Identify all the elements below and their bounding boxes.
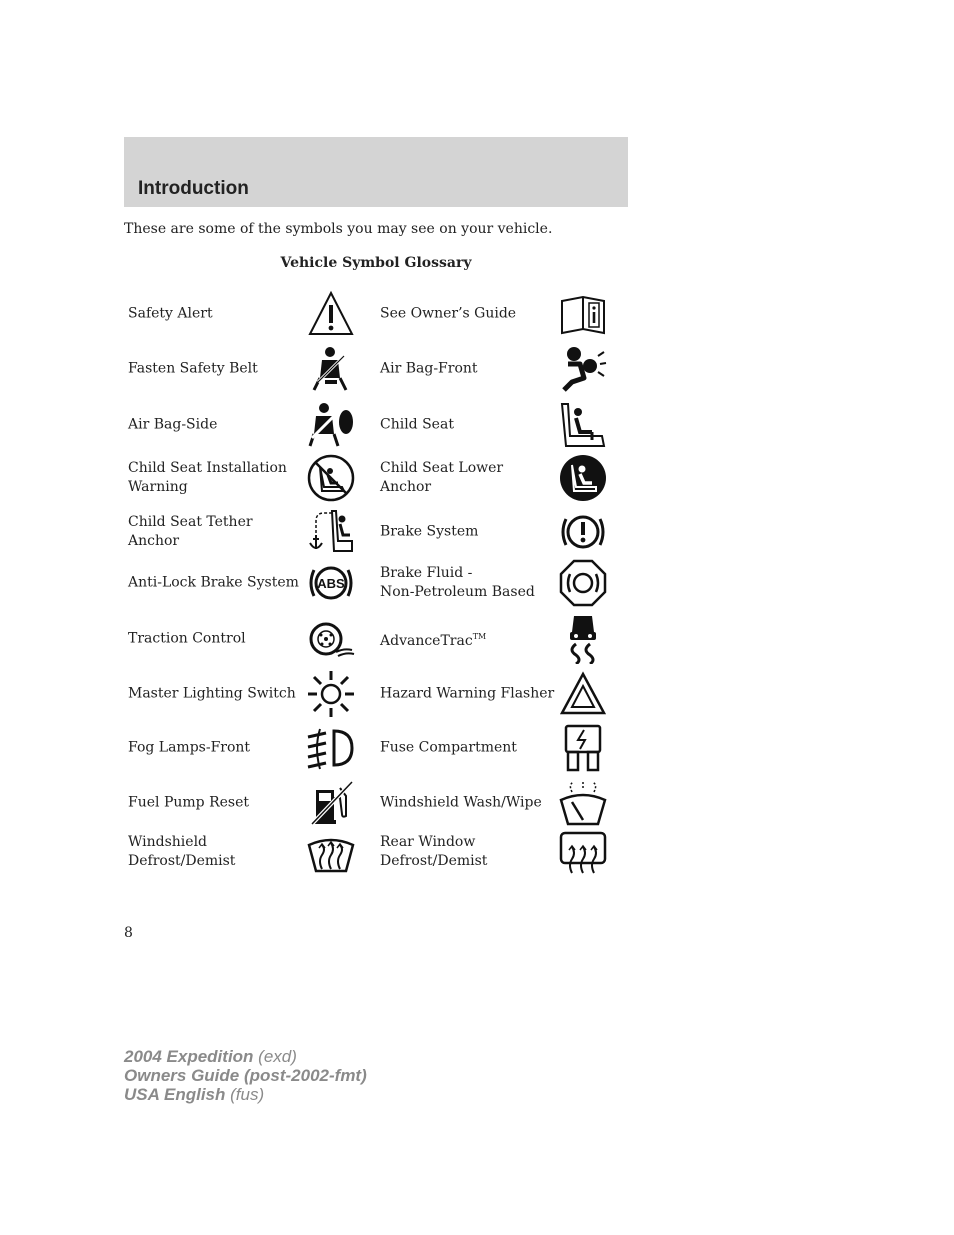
- symbol-label: AdvanceTrac™: [380, 632, 487, 649]
- abs-icon: [306, 558, 356, 608]
- brake-system-icon: [558, 507, 608, 557]
- symbol-label: Child Seat Installation Warning: [128, 460, 287, 495]
- airbag-side-icon: [306, 400, 356, 450]
- airbag-front-icon: [558, 344, 608, 394]
- footer-model: 2004 Expedition: [124, 1047, 254, 1066]
- symbol-label: Brake Fluid - Non-Petroleum Based: [380, 565, 535, 600]
- rear-defrost-icon: [558, 827, 608, 877]
- advancetrac-icon: [558, 614, 608, 664]
- owners-guide-icon: [558, 289, 608, 339]
- footer-language-code: (fus): [230, 1085, 265, 1104]
- symbol-label: Brake System: [380, 523, 479, 540]
- symbol-label: Air Bag-Front: [380, 360, 478, 377]
- seat-belt-icon: [306, 344, 356, 394]
- windshield-defrost-icon: [306, 827, 356, 877]
- child-seat-anchor-icon: [558, 453, 608, 503]
- glossary-row: [124, 399, 628, 451]
- symbol-label: Fasten Safety Belt: [128, 360, 258, 377]
- symbol-label: See Owner’s Guide: [380, 305, 517, 322]
- safety-alert-icon: [306, 289, 356, 339]
- tether-anchor-icon: [306, 507, 356, 557]
- child-seat-icon: [558, 400, 608, 450]
- fuel-pump-icon: [306, 778, 356, 828]
- child-seat-warning-icon: [306, 453, 356, 503]
- section-title: Introduction: [138, 178, 249, 199]
- glossary-row: [124, 722, 628, 774]
- symbol-label: Windshield Defrost/Demist: [128, 834, 236, 869]
- symbol-label: Hazard Warning Flasher: [380, 685, 555, 702]
- symbol-label: Fog Lamps-Front: [128, 739, 251, 756]
- symbol-label: Anti-Lock Brake System: [128, 574, 299, 591]
- glossary-row: [124, 452, 628, 504]
- abs-icon-text: ABS: [317, 576, 345, 591]
- glossary-row: [124, 343, 628, 395]
- page-number: 8: [124, 925, 133, 941]
- traction-control-icon: [306, 614, 356, 664]
- footer-language: USA English: [124, 1085, 226, 1104]
- glossary-row: [124, 288, 628, 340]
- fuse-icon: [558, 723, 608, 773]
- document-footer: [124, 1047, 367, 1104]
- symbol-label: Child Seat Lower Anchor: [380, 460, 504, 495]
- fog-lamp-icon: [306, 723, 356, 773]
- glossary-row: [124, 557, 628, 609]
- intro-text: These are some of the symbols you may see on your vehicle.: [124, 221, 553, 237]
- symbol-label: Child Seat: [380, 416, 454, 433]
- glossary-row: [124, 613, 628, 665]
- symbol-label: Fuel Pump Reset: [128, 794, 249, 811]
- glossary-title: Vehicle Symbol Glossary: [280, 255, 472, 271]
- wash-wipe-icon: [558, 778, 608, 828]
- symbol-label: Traction Control: [128, 630, 246, 647]
- symbol-label: Air Bag-Side: [128, 416, 218, 433]
- symbol-label: Windshield Wash/Wipe: [380, 794, 542, 811]
- brake-fluid-icon: [558, 558, 608, 608]
- symbol-label: Safety Alert: [128, 305, 213, 322]
- symbol-label: Master Lighting Switch: [128, 685, 296, 702]
- section-header: [124, 137, 628, 207]
- symbol-label: Fuse Compartment: [380, 739, 517, 756]
- footer-guide: Owners Guide (post-2002-fmt): [124, 1066, 367, 1085]
- glossary-row: [124, 668, 628, 720]
- hazard-flasher-icon: [558, 669, 608, 719]
- glossary-row: [124, 777, 628, 829]
- symbol-label: Child Seat Tether Anchor: [128, 514, 253, 549]
- glossary-row: [124, 826, 628, 878]
- lighting-switch-icon: [306, 669, 356, 719]
- glossary-row: [124, 506, 628, 558]
- symbol-label: Rear Window Defrost/Demist: [380, 834, 488, 869]
- footer-model-code: (exd): [258, 1047, 297, 1066]
